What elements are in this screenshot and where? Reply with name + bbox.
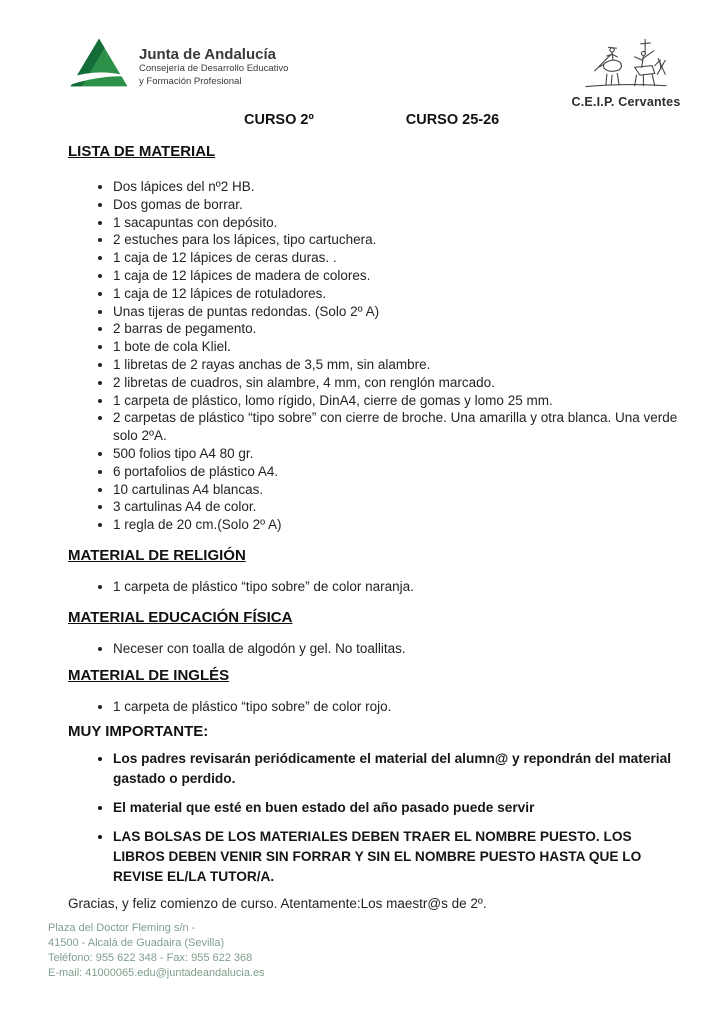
footer-phone-fax: Teléfono: 955 622 348 - Fax: 955 622 368 <box>48 952 253 964</box>
important-item: • LAS BOLSAS DE LOS MATERIALES DEBEN TRAER EL NOMBRE PUESTO. LOS LIBROS DEBEN VENIR SIN FORRAR Y SIN EL NOMBRE PUESTO HASTA QUE LO REVISE EL/LA TUTOR/A. <box>113 827 678 887</box>
material-item: • 1 caja de 12 lápices de ceras duras. . <box>113 249 690 267</box>
junta-logo <box>68 36 288 92</box>
material-item: • 2 libretas de cuadros, sin alambre, 4 mm, con renglón marcado. <box>113 374 690 392</box>
school-year-title: CURSO 25-26 <box>405 112 500 128</box>
material-item: • 2 estuches para los lápices, tipo cartuchera. <box>113 231 690 249</box>
religion-item: • 1 carpeta de plástico “tipo sobre” de color naranja. <box>113 578 690 596</box>
important-heading: MUY IMPORTANTE: <box>68 723 209 741</box>
junta-name: Junta de Andalucía <box>139 46 276 63</box>
material-item: • 1 carpeta de plástico, lomo rígido, DinA4, cierre de gomas y lomo 25 mm. <box>113 392 690 410</box>
pe-item: • Neceser con toalla de algodón y gel. No toallitas. <box>113 640 690 658</box>
material-item: • 1 sacapuntas con depósito. <box>113 214 690 232</box>
material-item: • 2 carpetas de plástico “tipo sobre” con cierre de broche. Una amarilla y otra blanca. Una verde solo 2ºA. <box>113 409 690 445</box>
materials-list <box>68 178 690 534</box>
letterhead-footer <box>48 921 265 981</box>
materials-heading: LISTA DE MATERIAL <box>68 143 216 160</box>
course-title: CURSO 2º <box>244 112 314 128</box>
material-item: • 6 portafolios de plástico A4. <box>113 463 690 481</box>
pe-heading: MATERIAL EDUCACIÓN FÍSICA <box>68 608 293 626</box>
english-list <box>68 698 690 716</box>
pe-list <box>68 640 690 658</box>
important-item: • El material que esté en buen estado del año pasado puede servir <box>113 798 678 818</box>
title-row <box>68 112 690 128</box>
junta-dept-line1: Consejería de Desarrollo Educativo <box>139 63 289 75</box>
english-item: • 1 carpeta de plástico “tipo sobre” de color rojo. <box>113 698 690 716</box>
closing-line: Gracias, y feliz comienzo de curso. Atentamente:Los maestr@s de 2º. <box>68 896 487 912</box>
material-item: • 1 bote de cola Kliel. <box>113 338 690 356</box>
material-item: • 1 regla de 20 cm.(Solo 2º A) <box>113 516 690 534</box>
material-item: • 1 caja de 12 lápices de rotuladores. <box>113 285 690 303</box>
material-item: • 10 cartulinas A4 blancas. <box>113 481 690 499</box>
junta-andalucia-a-icon <box>68 36 130 92</box>
material-item: • Unas tijeras de puntas redondas. (Solo 2º A) <box>113 303 690 321</box>
footer-address-line2: 41500 - Alcalá de Guadaira (Sevilla) <box>48 937 225 949</box>
school-name: C.E.I.P. Cervantes <box>571 95 681 109</box>
religion-list <box>68 578 690 596</box>
school-logo <box>570 36 682 109</box>
quixote-sketch-icon <box>576 36 676 90</box>
material-item: • 1 libretas de 2 rayas anchas de 3,5 mm, sin alambre. <box>113 356 690 374</box>
english-heading: MATERIAL DE INGLÉS <box>68 666 230 684</box>
footer-address-line1: Plaza del Doctor Fleming s/n - <box>48 922 196 934</box>
material-item: • 1 caja de 12 lápices de madera de colores. <box>113 267 690 285</box>
junta-dept-line2: y Formación Profesional <box>139 75 242 87</box>
important-item: • Los padres revisarán periódicamente el material del alumn@ y repondrán del material gastado o perdido. <box>113 749 678 789</box>
material-item: • 3 cartulinas A4 de color. <box>113 498 690 516</box>
pe-section <box>68 609 690 658</box>
material-item: • 2 barras de pegamento. <box>113 320 690 338</box>
masthead <box>68 36 690 109</box>
material-item: • Dos gomas de borrar. <box>113 196 690 214</box>
religion-section <box>68 547 690 596</box>
religion-heading: MATERIAL DE RELIGIÓN <box>68 546 246 564</box>
material-item: • 500 folios tipo A4 80 gr. <box>113 445 690 463</box>
english-section <box>68 667 690 716</box>
important-list <box>68 749 690 887</box>
junta-text-block <box>139 46 288 88</box>
footer-email: E-mail: 41000065.edu@juntadeandalucia.es <box>48 967 265 979</box>
material-item: • Dos lápices del nº2 HB. <box>113 178 690 196</box>
